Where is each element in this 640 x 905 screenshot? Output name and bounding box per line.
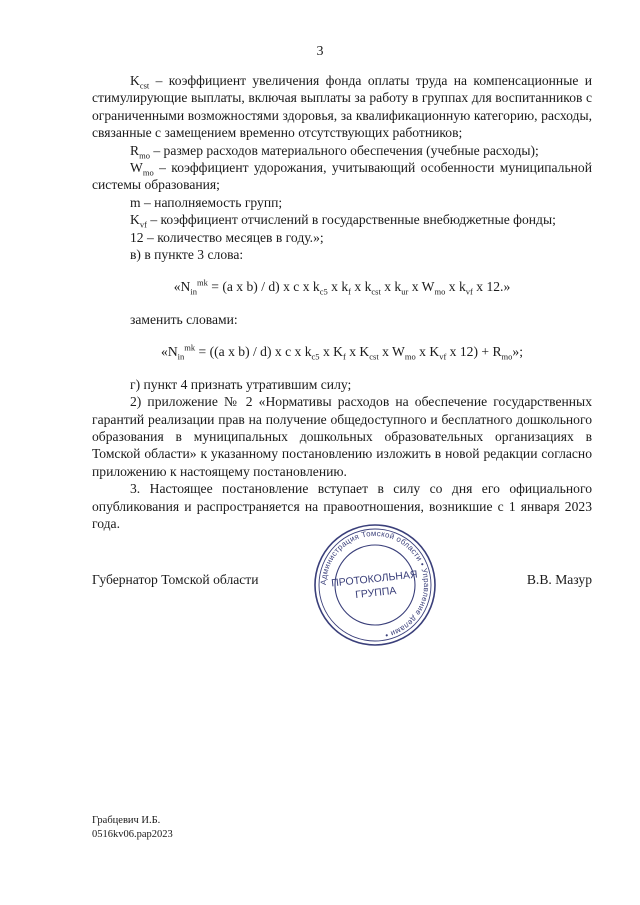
symbol-subscript: mo xyxy=(139,150,150,161)
formula-part: x k xyxy=(445,279,466,295)
formula-part: x K xyxy=(415,344,440,360)
formula-new xyxy=(92,343,592,360)
formula-subscript: cst xyxy=(371,287,381,298)
clause-v: в) в пункте 3 слова: xyxy=(130,247,244,263)
formula-part: x k xyxy=(327,279,349,295)
definition-kcst xyxy=(92,72,592,142)
formula-part: x W xyxy=(378,344,405,360)
formula-part: x k xyxy=(350,279,372,295)
clause-2: 2) приложение № 2 «Нормативы расходов на обеспечение государственных гарантий реализации прав на получение общедоступного и бесплатного дошкольного образования в муниципальных дошкольных образовательных организациях в Томской области» к указанному постановлению изложить в новой редакции согласно приложению к настоящему постановлению. xyxy=(92,394,592,479)
symbol: K xyxy=(130,212,140,228)
definition-text: – коэффициент увеличения фонда оплаты труда на компенсационные и стимулирующие выплаты, включая выплаты за работу в группах для воспитанников с ограниченными возможностями здоровья, за квалификационную категорию, расходы, связанные с замещением временно отсутствующих работников; xyxy=(92,73,592,141)
signatory-position: Губернатор Томской области xyxy=(92,572,259,587)
symbol-subscript: vf xyxy=(139,219,147,230)
stamp-graphic xyxy=(315,525,435,645)
formula-part: = (a x b) / d) x c x k xyxy=(207,279,320,295)
formula-subscript: mo xyxy=(501,352,513,362)
definition-months: 12 – количество месяцев в году.»; xyxy=(130,229,324,245)
clause-g: г) пункт 4 признать утратившим силу; xyxy=(130,376,352,392)
formula-part: x 12) + R xyxy=(446,344,502,360)
definition-wmo xyxy=(92,159,592,194)
definition-m: m – наполняемость групп; xyxy=(130,194,283,210)
formula-subscript: f xyxy=(348,287,351,298)
formula-part: x k xyxy=(380,279,402,295)
formula-subscript: cst xyxy=(369,352,379,362)
formula-subscript: in xyxy=(190,287,197,298)
formula-part: x W xyxy=(408,279,435,295)
formula-part: x K xyxy=(345,344,370,360)
formula-old xyxy=(92,277,592,298)
formula-subscript: vf xyxy=(439,352,447,362)
formula-part: = ((a x b) / d) x c x k xyxy=(195,344,312,360)
symbol: R xyxy=(130,142,140,158)
official-stamp xyxy=(312,522,438,648)
stamp-ring-textpath: Администрация Томской области • Управление делами • xyxy=(318,528,432,640)
formula-part: »; xyxy=(512,344,523,360)
formula-superscript: mk xyxy=(196,277,208,288)
formula-part: x K xyxy=(319,344,343,360)
footer xyxy=(92,814,173,841)
formula-part: «N xyxy=(173,279,191,295)
symbol: W xyxy=(130,160,143,176)
stamp-line-1: ПРОТОКОЛЬНАЯ xyxy=(330,568,419,590)
formula-subscript: c5 xyxy=(319,287,328,298)
definition-text: – коэффициент отчислений в государственные внебюджетные фонды; xyxy=(146,212,556,228)
definition-rmo xyxy=(92,142,592,159)
formula-subscript: vf xyxy=(465,287,473,298)
signatory-name: В.В. Мазур xyxy=(526,572,592,587)
symbol-subscript: cst xyxy=(139,80,150,91)
formula-superscript: mk xyxy=(184,342,196,353)
formula-subscript: in xyxy=(177,352,185,362)
formula-subscript: ur xyxy=(401,287,409,298)
formula-subscript: mo xyxy=(404,352,416,362)
symbol-subscript: mo xyxy=(142,167,154,178)
stamp-line-2: ГРУППА xyxy=(354,584,397,602)
symbol: K xyxy=(130,73,140,88)
document-body xyxy=(92,72,592,532)
clause-3: 3. Настоящее постановление вступает в силу со дня его официального опубликования и распространяется на правоотношения, возникшие с 1 января 2023 года. xyxy=(92,481,592,531)
definition-kvf xyxy=(92,211,592,228)
footer-author: Грабцевич И.Б. xyxy=(92,815,161,826)
definition-text: – коэффициент удорожания, учитывающий особенности муниципальной системы образования; xyxy=(92,160,592,193)
page-number: 3 xyxy=(316,44,324,59)
definition-text: – размер расходов материального обеспечения (учебные расходы); xyxy=(149,142,539,158)
footer-file: 0516kv06.pap2023 xyxy=(92,828,173,840)
formula-subscript: f xyxy=(342,352,346,362)
formula-part: «N xyxy=(161,344,178,360)
formula-subscript: c5 xyxy=(311,352,320,362)
formula-subscript: mo xyxy=(434,287,446,298)
formula-part: x 12.» xyxy=(472,279,511,295)
replace-with: заменить словами: xyxy=(130,311,238,327)
